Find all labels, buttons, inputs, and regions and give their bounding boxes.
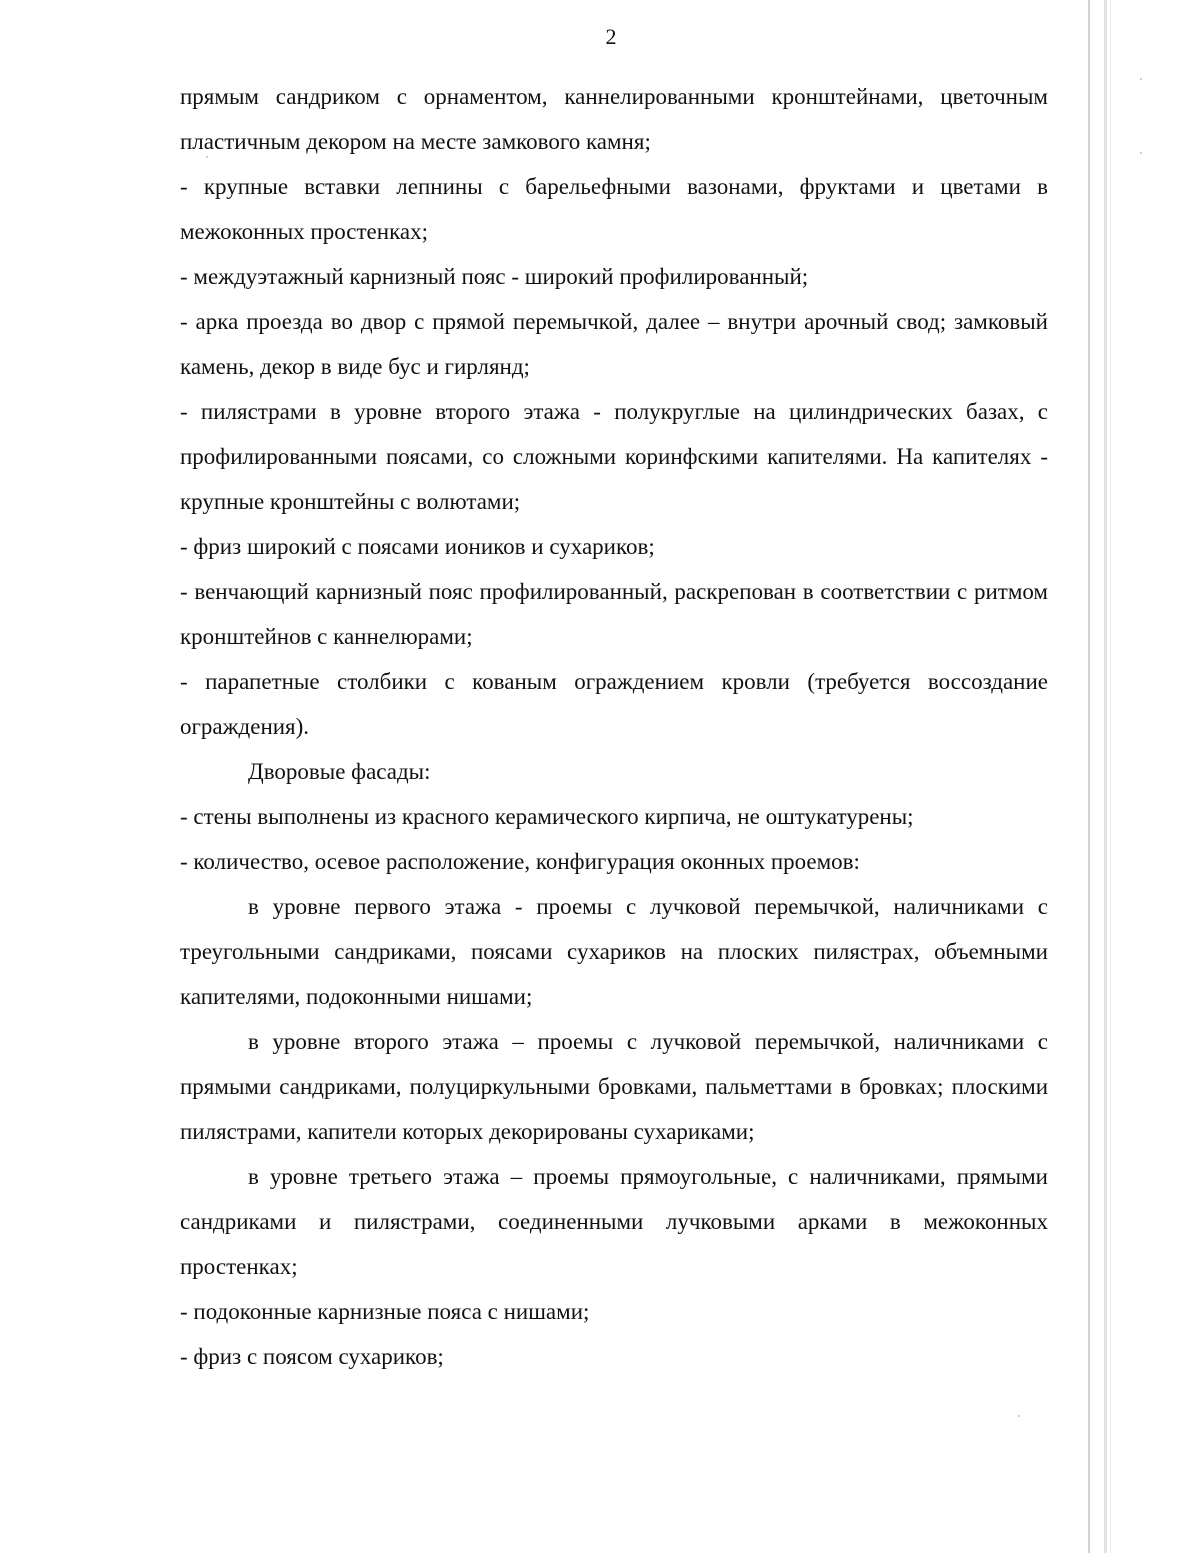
scan-speck — [1018, 1415, 1020, 1417]
paragraph: в уровне второго этажа – проемы с лучковой перемычкой, наличниками с прямыми сандриками, полуциркульными бровками, пальметтами в бровках; плоскими пилястрами, капители которых декорированы сухариками; — [180, 1029, 1048, 1144]
paragraph: - фриз с поясом сухариков; — [180, 1344, 444, 1369]
paragraph: - количество, осевое расположение, конфигурация оконных проемов: — [180, 849, 860, 874]
scan-speck — [1140, 78, 1142, 80]
scan-edge-line — [1088, 0, 1090, 1553]
scan-speck — [206, 156, 208, 158]
paragraph: - подоконные карнизные пояса с нишами; — [180, 1299, 590, 1324]
document-body — [180, 74, 1048, 1379]
paragraph: прямым сандриком с орнаментом, каннелированными кронштейнами, цветочным пластичным декором на месте замкового камня; — [180, 84, 1048, 154]
paragraph: - крупные вставки лепнины с барельефными вазонами, фруктами и цветами в межоконных простенках; — [180, 174, 1048, 244]
paragraph: - междуэтажный карнизный пояс - широкий профилированный; — [180, 264, 809, 289]
paragraph: - пилястрами в уровне второго этажа - полукруглые на цилиндрических базах, с профилированными поясами, со сложными коринфскими капителями. На капителях - крупные кронштейны с волютами; — [180, 399, 1048, 514]
paragraph: - стены выполнены из красного керамического кирпича, не оштукатурены; — [180, 804, 914, 829]
paragraph: - парапетные столбики с кованым ограждением кровли (требуется воссоздание ограждения). — [180, 669, 1048, 739]
scan-edge-line — [1110, 0, 1111, 1553]
scan-edge-line — [1104, 0, 1107, 1553]
paragraph: - венчающий карнизный пояс профилированный, раскрепован в соответствии с ритмом кронштейнов с каннелюрами; — [180, 579, 1048, 649]
section-heading: Дворовые фасады: — [248, 759, 431, 784]
paragraph: в уровне третьего этажа – проемы прямоугольные, с наличниками, прямыми сандриками и пилястрами, соединенными лучковыми арками в межоконных простенках; — [180, 1164, 1048, 1279]
page-number: 2 — [605, 24, 617, 49]
paragraph: в уровне первого этажа - проемы с лучковой перемычкой, наличниками с треугольными сандриками, поясами сухариков на плоских пилястрах, объемными капителями, подоконными нишами; — [180, 894, 1048, 1009]
paragraph: - арка проезда во двор с прямой перемычкой, далее – внутри арочный свод; замковый камень, декор в виде бус и гирлянд; — [180, 309, 1048, 379]
paragraph: - фриз широкий с поясами иоников и сухариков; — [180, 534, 655, 559]
scan-speck — [1140, 152, 1142, 154]
